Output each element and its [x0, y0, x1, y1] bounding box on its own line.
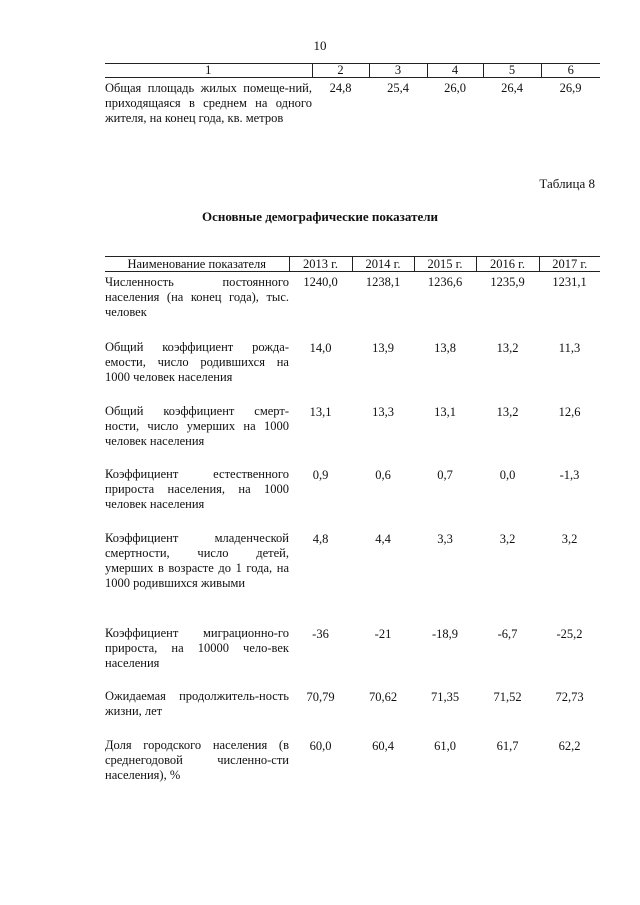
- table-cell: 1236,6: [427, 275, 463, 289]
- indicator-name: Коэффициент естественного прироста населения, на 1000 человек населения: [105, 466, 289, 511]
- table-cell: -36: [312, 626, 329, 641]
- table-cell: 0,6: [375, 467, 391, 482]
- table-cell: 3,2: [499, 531, 516, 546]
- column-number: 6: [541, 64, 600, 78]
- table-cell: -18,9: [431, 626, 459, 641]
- table-cell: 13,2: [496, 340, 519, 355]
- table-row: [105, 686, 600, 735]
- table-cell: 0,0: [499, 467, 516, 482]
- table-cell: -1,3: [559, 467, 580, 482]
- table-cell: 13,1: [309, 404, 332, 419]
- column-number: 1: [105, 64, 312, 78]
- column-number: 2: [312, 64, 369, 78]
- table-row: [105, 528, 600, 623]
- table-cell: 61,0: [434, 738, 456, 753]
- table-title: Основные демографические показатели: [201, 209, 439, 224]
- table-cell: 60,4: [372, 738, 394, 753]
- table-cell: 13,3: [372, 404, 394, 419]
- column-header: Наименование показателя: [105, 257, 289, 272]
- table-row: [105, 337, 600, 401]
- table-cell: 62,2: [558, 738, 581, 753]
- table-cell: 26,4: [501, 81, 523, 95]
- table-cell: 61,7: [496, 738, 519, 753]
- table-cell: 70,62: [368, 689, 398, 704]
- table-header-row: [105, 257, 600, 272]
- table-cell: -6,7: [497, 626, 518, 641]
- table-cell: 60,0: [309, 738, 332, 753]
- table-cell: 25,4: [387, 81, 409, 95]
- table-cell: 24,8: [329, 81, 352, 95]
- table-cell: 71,52: [493, 689, 522, 704]
- column-header: 2015 г.: [414, 257, 476, 272]
- indicator-name: Коэффициент миграционно-го прироста, на 10000 чело-век населения: [105, 625, 289, 670]
- table-cell: 70,79: [306, 689, 335, 704]
- table-row: [105, 401, 600, 464]
- column-number: 5: [483, 64, 541, 78]
- table-cell: 4,4: [375, 531, 391, 546]
- table-cell: 14,0: [309, 340, 332, 355]
- column-number: 4: [427, 64, 483, 78]
- table-cell: 13,1: [434, 404, 456, 419]
- table-cell: 12,6: [558, 404, 581, 419]
- continued-table: [105, 63, 600, 126]
- table-row: [105, 464, 600, 528]
- table-label: Таблица 8: [539, 176, 595, 191]
- column-header: 2017 г.: [539, 257, 600, 272]
- table-cell: 0,9: [312, 467, 329, 482]
- indicator-name: Общий коэффициент рожда-емости, число родившихся на 1000 человек населения: [105, 339, 289, 384]
- table-cell: 13,9: [372, 340, 394, 355]
- table-cell: 3,3: [437, 531, 453, 546]
- indicator-name: Доля городского населения (в среднегодовой численно-сти населения), %: [105, 737, 289, 782]
- column-number-row: [105, 64, 600, 78]
- table-cell: 1240,0: [303, 275, 338, 289]
- table-row: [105, 623, 600, 686]
- table-cell: 4,8: [312, 531, 329, 546]
- table-cell: 1231,1: [552, 275, 587, 289]
- table-row: [105, 78, 600, 127]
- demographic-table: [105, 256, 600, 787]
- table-cell: 72,73: [555, 689, 584, 704]
- column-header: 2016 г.: [476, 257, 539, 272]
- table-cell: 26,9: [559, 81, 582, 95]
- table-cell: -25,2: [556, 626, 583, 641]
- table-cell: 71,35: [430, 689, 460, 704]
- indicator-name: Коэффициент младенческой смертности, число детей, умерших в возрасте до 1 года, на 1000 родившихся живыми: [105, 530, 289, 590]
- column-header: 2014 г.: [352, 257, 414, 272]
- table-cell: 1238,1: [365, 275, 401, 289]
- column-header: 2013 г.: [289, 257, 352, 272]
- table-cell: 26,0: [444, 81, 466, 95]
- table-cell: -21: [374, 626, 392, 641]
- page-number: 10: [313, 38, 327, 53]
- table-cell: 0,7: [437, 467, 453, 482]
- table-cell: 11,3: [558, 340, 581, 355]
- table-cell: 13,8: [434, 340, 456, 355]
- table-cell: 3,2: [561, 531, 578, 546]
- table-row: [105, 272, 600, 337]
- indicator-name: Общий коэффициент смерт-ности, число умерших на 1000 человек населения: [105, 403, 289, 448]
- indicator-name: Общая площадь жилых помеще-ний, приходящаяся в среднем на одного жителя, на конец года, кв. метров: [105, 81, 312, 125]
- indicator-name: Численность постоянного населения (на конец года), тыс. человек: [105, 275, 289, 319]
- table-cell: 1235,9: [490, 275, 525, 289]
- indicator-name: Ожидаемая продолжитель-ность жизни, лет: [105, 688, 289, 718]
- table-cell: 13,2: [496, 404, 519, 419]
- table-row: [105, 735, 600, 787]
- column-number: 3: [369, 64, 427, 78]
